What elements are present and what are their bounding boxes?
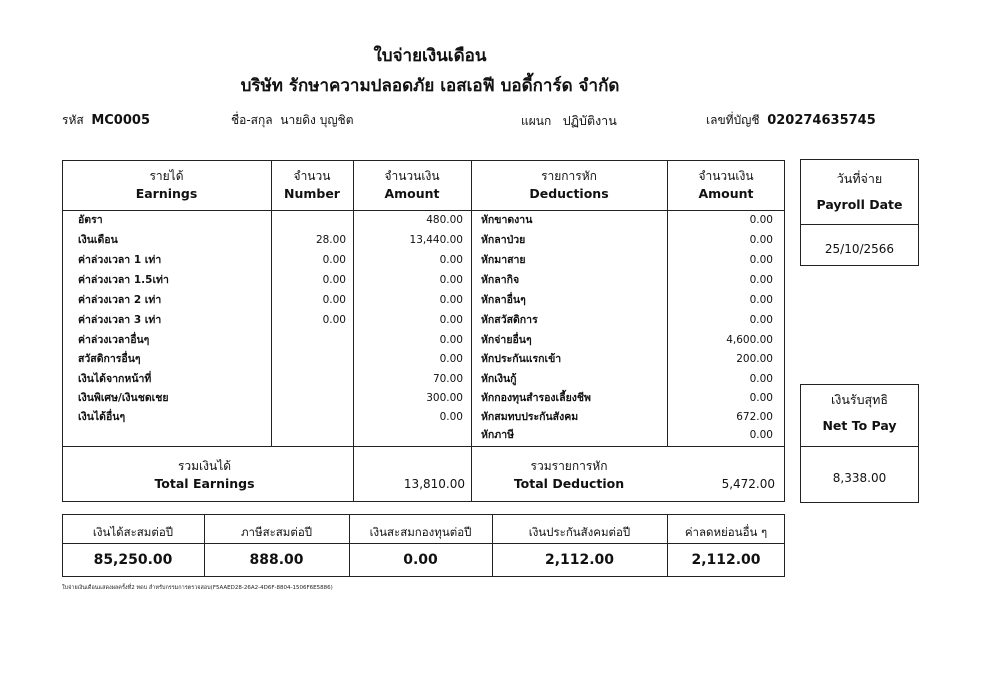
net-pay-value: 8,338.00 xyxy=(832,471,887,485)
header-deductions-en: Deductions xyxy=(529,186,609,201)
header-amount-th: จำนวนเงิน xyxy=(384,169,440,183)
col-divider-deductions xyxy=(471,160,472,502)
employee-code-label: รหัส xyxy=(62,113,84,127)
earning-row xyxy=(78,251,161,270)
earning-amount: 0.00 xyxy=(439,274,463,286)
earning-row xyxy=(78,211,103,230)
deduction-amount: 0.00 xyxy=(749,294,773,306)
header-amount xyxy=(353,167,471,203)
deduction-amount: 672.00 xyxy=(736,411,773,423)
header-earnings-th: รายได้ xyxy=(149,169,184,183)
table-total-divider xyxy=(62,446,785,447)
company-name: บริษัท รักษาความปลอดภัย เอสเอฟี บอดี้การ์ด จำกัด xyxy=(240,76,620,96)
total-deduction-en: Total Deduction xyxy=(513,476,625,491)
ytd-tax-value: 888.00 xyxy=(249,552,304,568)
deduction-amount: 0.00 xyxy=(749,274,773,286)
earning-amount: 13,440.00 xyxy=(409,234,463,246)
net-pay-th: เงินรับสุทธิ xyxy=(830,392,889,407)
account-value: 020274635745 xyxy=(767,113,876,128)
earning-label: เงินได้อื่นๆ xyxy=(78,411,126,423)
ytd-fund-value: 0.00 xyxy=(403,552,438,568)
earning-amount: 0.00 xyxy=(439,411,463,423)
earning-amount: 0.00 xyxy=(439,294,463,306)
earning-amount: 0.00 xyxy=(439,334,463,346)
payroll-date-value: 25/10/2566 xyxy=(824,242,895,256)
ytd-other-deduction-value: 2,112.00 xyxy=(691,552,761,568)
earning-amount: 0.00 xyxy=(439,353,463,365)
earning-label: สวัสดิการอื่นๆ xyxy=(78,353,141,365)
net-pay-en: Net To Pay xyxy=(822,418,897,433)
ytd-fund-label: เงินสะสมกองทุนต่อปี xyxy=(369,525,472,539)
deduction-label: หักขาดงาน xyxy=(481,214,533,226)
earning-label: ค่าล่วงเวลา 1.5เท่า xyxy=(78,274,169,286)
ytd-social-security-label: เงินประกันสังคมต่อปี xyxy=(528,525,631,539)
deduction-label: หักประกันแรกเข้า xyxy=(481,353,562,365)
ytd-social-security-value: 2,112.00 xyxy=(544,552,615,568)
header-amount2-en: Amount xyxy=(698,186,754,201)
earning-row xyxy=(78,311,161,330)
employee-name-value: นายดิง บุญชิต xyxy=(280,113,354,127)
earning-label: ค่าล่วงเวลา 1 เท่า xyxy=(78,254,162,266)
total-earnings-th: รวมเงินได้ xyxy=(177,459,232,473)
earning-row xyxy=(78,331,149,350)
deduction-amount: 0.00 xyxy=(749,392,773,404)
earning-label: ค่าล่วงเวลา 3 เท่า xyxy=(78,314,162,326)
earning-label: ค่าล่วงเวลา 2 เท่า xyxy=(78,294,162,306)
employee-name xyxy=(231,111,353,130)
payslip-title: ใบจ่ายเงินเดือน xyxy=(373,46,487,66)
deduction-label: หักลาอื่นๆ xyxy=(481,294,526,306)
header-number-th: จำนวน xyxy=(293,169,331,183)
deduction-label: หักจ่ายอื่นๆ xyxy=(481,334,532,346)
deduction-label: หักสมทบประกันสังคม xyxy=(481,411,579,423)
deduction-label: หักสวัสดิการ xyxy=(481,314,538,326)
header-number-en: Number xyxy=(284,186,340,201)
department-label: แผนก xyxy=(521,114,552,128)
deduction-label: หักเงินกู้ xyxy=(481,373,517,385)
deduction-amount: 0.00 xyxy=(749,214,773,226)
payroll-date-en: Payroll Date xyxy=(816,197,903,212)
deduction-amount: 0.00 xyxy=(749,234,773,246)
footer-note: ใบจ่ายเงินเดือนแสดงผลครั้งที่2 ทดบ สำหรับกรรมการตรวจสอบ(F5AAED28-26A2-4D6F-8804-1506F6E5886) xyxy=(62,585,333,591)
total-earnings-label xyxy=(100,458,309,492)
deduction-label: หักลาป่วย xyxy=(481,234,526,246)
total-deduction-label xyxy=(471,458,667,492)
deduction-amount: 0.00 xyxy=(749,429,773,441)
ytd-tax-label: ภาษีสะสมต่อปี xyxy=(240,525,313,539)
header-earnings xyxy=(62,167,271,203)
payroll-date-label xyxy=(800,166,919,218)
earning-label: อัตรา xyxy=(78,214,103,226)
earning-label: เงินพิเศษ/เงินชดเชย xyxy=(78,392,169,404)
deduction-amount: 0.00 xyxy=(749,373,773,385)
earning-amount: 0.00 xyxy=(439,254,463,266)
header-amount2-th: จำนวนเงิน xyxy=(698,169,754,183)
employee-code xyxy=(62,111,150,130)
earning-amount: 300.00 xyxy=(426,392,463,404)
earning-number: 28.00 xyxy=(315,234,346,246)
ytd-other-deduction-label: ค่าลดหย่อนอื่น ๆ xyxy=(684,525,768,539)
deduction-label: หักกองทุนสำรองเลี้ยงชีพ xyxy=(481,392,591,404)
net-pay-divider xyxy=(800,446,919,447)
deduction-amount: 4,600.00 xyxy=(726,334,773,346)
earning-amount: 70.00 xyxy=(432,373,463,385)
deduction-amount: 200.00 xyxy=(736,353,773,365)
earning-label: ค่าล่วงเวลาอื่นๆ xyxy=(78,334,150,346)
total-earnings-value: 13,810.00 xyxy=(403,477,465,491)
department-value: ปฏิบัติงาน xyxy=(562,113,617,128)
account-label: เลขที่บัญชี xyxy=(706,113,760,127)
earning-number: 0.00 xyxy=(322,254,346,266)
earning-row xyxy=(78,350,141,369)
deduction-amount: 0.00 xyxy=(749,254,773,266)
earning-row xyxy=(78,408,125,427)
employee-code-value: MC0005 xyxy=(91,113,150,128)
header-deductions xyxy=(471,167,667,203)
earning-number: 0.00 xyxy=(322,274,346,286)
total-deduction-value: 5,472.00 xyxy=(721,477,775,491)
deduction-label: หักมาสาย xyxy=(481,254,526,266)
deduction-label: หักภาษี xyxy=(481,429,515,441)
payroll-date-divider xyxy=(800,224,919,225)
header-number xyxy=(271,167,353,203)
employee-name-label: ชื่อ-สกุล xyxy=(231,113,273,127)
employee-department xyxy=(521,111,617,131)
deduction-amount: 0.00 xyxy=(749,314,773,326)
earning-label: เงินได้จากหน้าที่ xyxy=(78,373,152,385)
deduction-label: หักลากิจ xyxy=(481,274,520,286)
earning-number: 0.00 xyxy=(322,314,346,326)
ytd-income-label: เงินได้สะสมต่อปี xyxy=(92,525,174,539)
header-deductions-th: รายการหัก xyxy=(541,169,597,183)
total-earnings-en: Total Earnings xyxy=(154,476,255,491)
header-amount2 xyxy=(667,167,785,203)
earning-number xyxy=(271,211,346,230)
earning-row xyxy=(78,370,151,389)
earning-label: เงินเดือน xyxy=(78,234,118,246)
header-amount-en: Amount xyxy=(384,186,440,201)
ytd-income-value: 85,250.00 xyxy=(93,552,173,568)
payroll-date-th: วันที่จ่าย xyxy=(836,171,883,186)
net-pay-label xyxy=(800,387,919,439)
earning-row xyxy=(78,389,169,408)
header-earnings-en: Earnings xyxy=(135,186,198,201)
earning-row xyxy=(78,231,118,250)
earning-row xyxy=(78,271,169,290)
earning-amount: 0.00 xyxy=(439,314,463,326)
earning-number: 0.00 xyxy=(322,294,346,306)
total-deduction-th: รวมรายการหัก xyxy=(530,459,608,473)
earning-row xyxy=(78,291,161,310)
bank-account xyxy=(706,111,876,130)
earning-amount: 480.00 xyxy=(426,214,463,226)
ytd-divider xyxy=(62,543,785,544)
